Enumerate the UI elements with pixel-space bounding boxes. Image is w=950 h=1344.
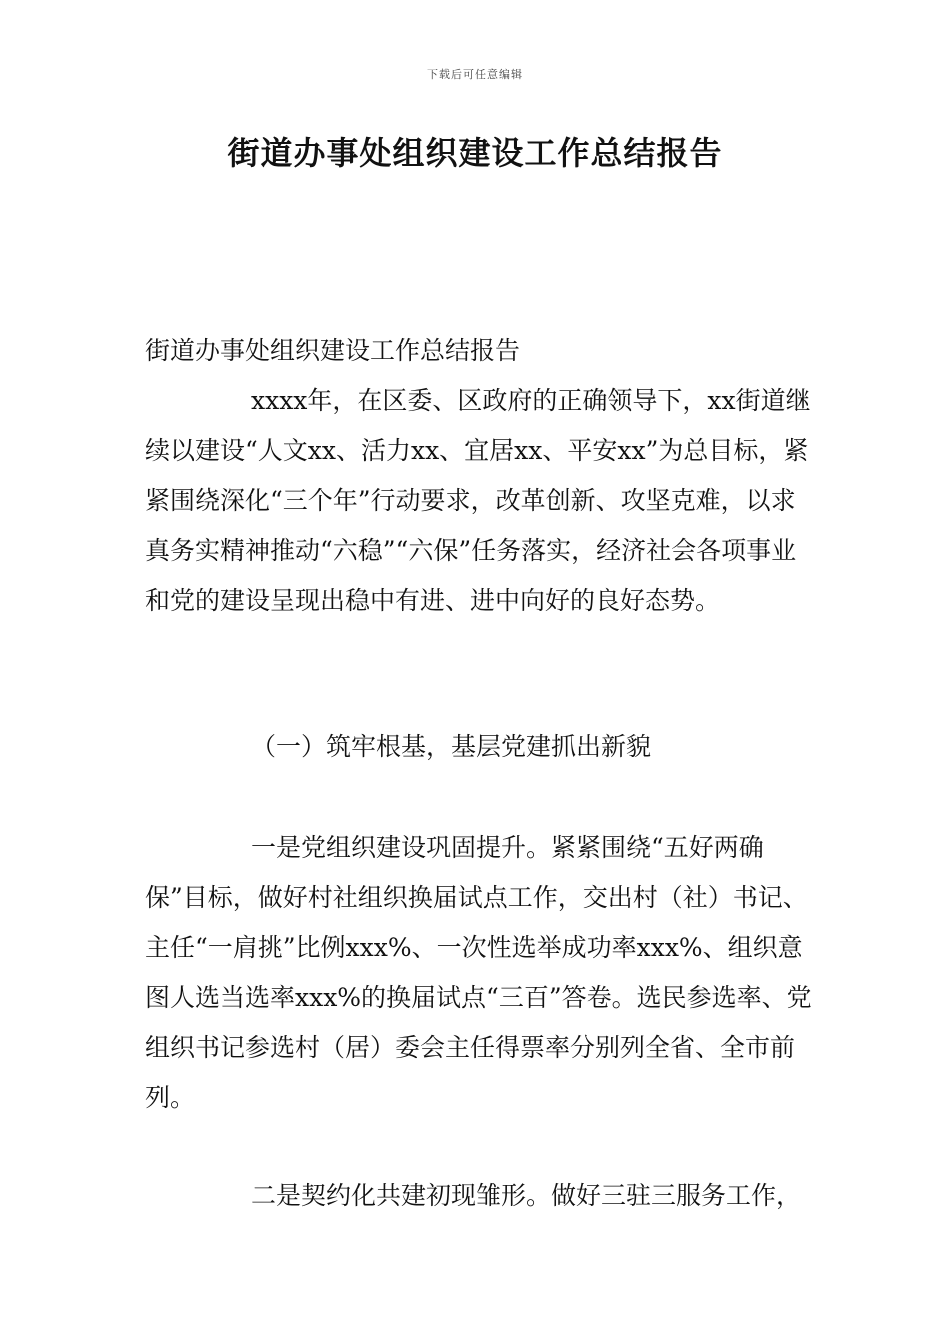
document-title: 街道办事处组织建设工作总结报告 xyxy=(227,134,723,172)
header-note: 下载后可任意编辑 xyxy=(427,68,523,81)
intro-paragraph: xxxx年，在区委、区政府的正确领导下，xx街道继续以建设“人文xx、活力xx、宜居xx、平安xx”为总目标，紧紧围绕深化“三个年”行动要求，改革创新、攻坚克难，以求真务实精神推动“六稳”“六保”任务落实，经济社会各项事业和党的建设呈现出稳中有进、进中向好的良好态势。 xyxy=(145,386,811,615)
repeat-title: 街道办事处组织建设工作总结报告 xyxy=(145,336,521,365)
paragraph-one: 一是党组织建设巩固提升。紧紧围绕“五好两确保”目标，做好村社组织换届试点工作，交出村（社）书记、主任“一肩挑”比例xxx%、一次性选举成功率xxx%、组织意图人选当选率xxx%的换届试点“三百”答卷。选民参选率、党组织书记参选村（居）委会主任得票率分别列全省、全市前列。 xyxy=(145,833,812,1112)
section-heading: （一）筑牢根基，基层党建抓出新貌 xyxy=(251,732,652,761)
paragraph-two: 二是契约化共建初现雏形。做好三驻三服务工作， xyxy=(251,1181,802,1210)
